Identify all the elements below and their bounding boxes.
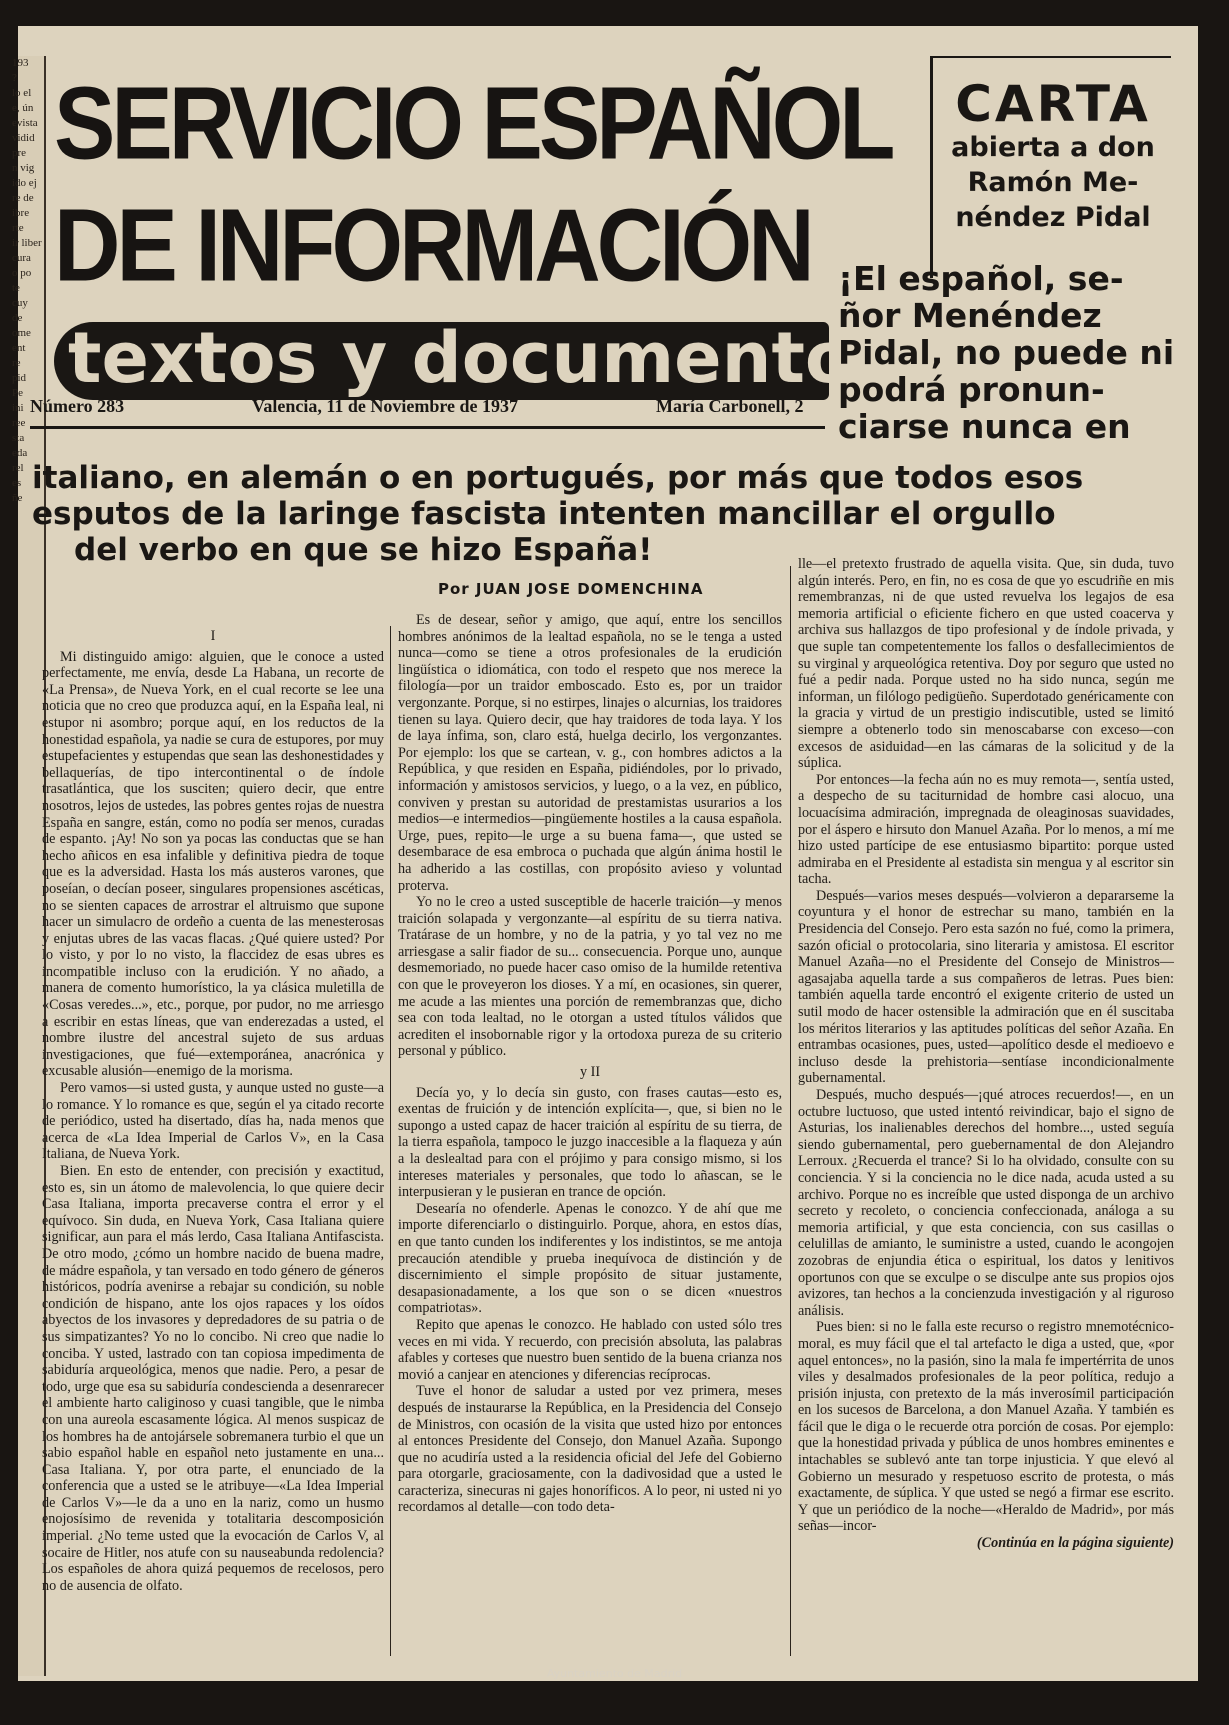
adjacent-page-fragment: ent <box>12 342 26 354</box>
adjacent-page-fragment: re <box>12 357 21 369</box>
adjacent-page-fragment: ome <box>12 327 31 339</box>
adjacent-page-fragment: ibre <box>12 207 30 219</box>
adjacent-page-fragment: lo el <box>12 87 32 99</box>
masthead-line-3: textos y documentos <box>68 317 895 399</box>
adjacent-page-fragment: es <box>12 477 22 489</box>
carta-subtitle: abierta a don Ramón Me-néndez Pidal <box>951 132 1155 233</box>
paragraph: Bien. En esto de entender, con precisión y exactitud, esto es, sin un átomo de malevolencia, lo que quiere decir Casa Italiana, importa precaverse contra el error y el equívoco. Sin duda, en Nueva York, Casa Italiana quiere significar, aun para el más lerdo, Casa Italiana Antifascista. De otro modo, ¿cómo un hombre nacido de buena madre, de mádre española, y tan versado en todo género de géneros históricos, podría avenirse a rebajar su condición, su noble condición de hispano, ante los ojos rapaces y los oídos abyectos de los invasores y depredadores de su patria o de sus simpatizantes? Yo no lo concibo. Ni creo que nadie lo conciba. Y usted, lastrado con tan copiosa impedimenta de sabiduría arqueológica, menos que nadie. Pero, a pesar de todo, urge que esa su sabiduría condescienda a desenrarecer el ambiente harto caliginoso y cuasi tangible, que le nimba con una aureola escasamente lógica. Al menos suspicaz de los hombres ha de antojársele sobremanera turbio el que un sabio español hable en español neto justamente en una... Casa Italiana. Y, por otra parte, el enunciado de la conferencia que a usted se le atribuye—«La Idea Imperial de Carlos V»—le da a uno en la nariz, como un husmo enojosísimo de revenida y totalitaria descomposición imperial. ¿No teme usted que la evocación de Carlos V, al socaire de Hitler, nos atufe con su nauseabunda redolencia? Los españoles de ahora quizá pequemos de recelosos, pero no de ausencia de olfato. <box>42 1163 384 1594</box>
masthead-band <box>54 317 895 400</box>
adjacent-page-fragment: Pe <box>12 387 23 399</box>
adjacent-page-fragment: vidid <box>12 132 35 144</box>
adjacent-page-fragment: ree <box>12 417 26 429</box>
byline: Por JUAN JOSE DOMENCHINA <box>438 580 704 598</box>
paragraph: Yo no le creo a usted susceptible de hacerle traición—y menos traición solapada y vergonzante—al espíritu de su tierra nativa. Tratárase de un hombre, y no de la patria, y yo tal vez no me arriesgase a salir fiador de su... consecuencia. Porque uno, aunque desmemoriado, no puede hacer caso omiso de la humilde retentiva con que le proveyeron los dioses. Y a mí, en ocasiones, sin querer, me acude a las mientes una porción de remembranzas que, dicho sea con toda lealtad, no le otorgan a usted títulos válidos que acrediten el insobornable rigor y la ortodoxa pureza de su criterio personal y público. <box>398 894 782 1060</box>
paragraph: Tuve el honor de saludar a usted por vez primera, meses después de instaurarse la República, en la Presidencia del Consejo de Ministros, con ocasión de la visita que usted hizo por entonces al entonces Presidente del Consejo, don Manuel Azaña. Supongo que no acudiría usted a la residencia oficial del Jefe del Gobierno para otorgarle, graciosamente, con la dadivosidad que a usted le caracteriza, sinecuras ni gajes honoríficos. A lo peor, ni usted ni yo recordamos al detalle—con todo deta- <box>398 1383 782 1516</box>
adjacent-page-fragment: cura <box>12 252 31 264</box>
section-heading: y II <box>579 1064 601 1081</box>
adjacent-page-fragment: te <box>12 282 20 294</box>
headline <box>32 460 1182 568</box>
article-column-1 <box>42 624 384 1664</box>
headline-right: ¡El español, se-ñor Menéndez Pidal, no puede ni podrá pronun-ciarse nunca en <box>838 259 1175 446</box>
adjacent-page-fragment: cuy <box>12 297 28 309</box>
paragraph: lle—el pretexto frustrado de aquella visita. Que, sin duda, tuvo algún interés. Pero, en fin, no es cosa de que yo escudriñe en mis remembranzas, ni de que usted revuelva los legajos de esa memoria artificial o eficiente fichero en que usted coacerva y archiva sus hallazgos de tipo profesional y de índole privada, y que suple tan competentemente los fallos o desfallecimientos de su virginal y arqueológica retentiva. Doy por seguro que usted no fué a pedir nada. Porque usted no ha sido nunca, según me informan, un filólogo pedigüeño. Superdotado genéricamente con la gracia y virtud de un prestigio indiscutible, usted se limitó siempre a obtenerlo todo sin menoscabarse con exceso—con excesos de asiduidad—en las cámaras de la solicitud y de la súplica. <box>798 556 1174 772</box>
adjacent-page-fragment: rte <box>12 222 24 234</box>
adjacent-page-fragment: n vig <box>12 162 35 174</box>
adjacent-page-fragment: o po <box>12 267 32 279</box>
article-column-3 <box>798 556 1174 1664</box>
adjacent-page-fragment: re de <box>12 192 34 204</box>
infobar-rule <box>30 426 825 429</box>
headline-line-2: esputos de la laringe fascista intenten mancillar el orgullo <box>32 496 1056 532</box>
adjacent-page-fragment: ñe <box>12 492 23 504</box>
article-column-2 <box>398 612 782 1664</box>
adjacent-page-fragment: rel <box>12 462 24 474</box>
adjacent-page-fragment: evista <box>12 117 38 129</box>
adjacent-page-fragment: ini <box>12 402 24 414</box>
paragraph: Después, mucho después—¡qué atroces recuerdos!—, en un octubre luctuoso, que usted intentó reivindicar, bajo el signo de Asturias, los inalienables derechos del hombre..., usted seguía siendo gubernamental, pero guebernamental de don Alejandro Lerroux. ¿Recuerda el trance? Si lo ha olvidado, consulte con su conciencia. Y si la conciencia no le dice nada, acuda usted a su archivo. Porque no es increíble que usted disponga de un archivo secreto y recoleto, o conciencia confeccionada, análoga a su memoria artificial, y que esta conciencia, con sus casillas o celulillas de amianto, le suministre a usted, cuando le acongojen zozobras de enjundia ética o espiritual, los datos y lenitivos oportunos con que se exculpe o se disculpe ante sus propios ojos avizores, tan hechos a la concienzuda investigación y al riguroso análisis. <box>798 1087 1174 1319</box>
adjacent-page-fragment: de <box>12 312 23 324</box>
headline-line-1: italiano, en alemán o en portugués, por más que todos esos <box>32 460 1084 496</box>
paragraph: Decía yo, y lo decía sin gusto, con frases cautas—esto es, exentas de fruición y de intención explícita—, que, si bien no le supongo a usted capaz de hacer traición al espíritu de su tierra, de la tierra española, tampoco le juzgo inaccesible a la flaqueza y aún a la deslealtad para con el prójimo y para consigo mismo, si los intereses materiales y personales, que todo lo añascan, se le interpusieran y le pusieran en trance de opción. <box>398 1084 782 1201</box>
masthead-line-2: DE INFORMACIÓN <box>54 188 811 304</box>
adjacent-page-fragment: ? <box>12 72 17 84</box>
paragraph: Desearía no ofenderle. Apenas le conozco. Y de ahí que me importe diferenciarlo o distinguirlo. Porque, ahora, en estos días, en que tanto cunden los indiferentes y los indistintos, se me antoja precaución atendible y prueba inequívoca de distinción y de discernimiento el simple propósito de situar justamente, desapasionadamente, a los que son o se dicen «nuestros compatriotas». <box>398 1200 782 1317</box>
adjacent-page-fragment: eda <box>12 447 28 459</box>
column-divider <box>790 566 791 1656</box>
continued-note: (Continúa en la página siguiente) <box>976 1535 1174 1552</box>
paragraph: Pues bien: si no le falla este recurso o registro mnemotécnico-moral, es muy fácil que el tal artefacto le diga a usted, que, «por aquel entonces», no la pasión, sino la mala fe impertérrita de unos viles y desalmados profesionales de la peor política, redujo a prisión injusta, con pretexto de la más inverosímil participación en los sucesos de Barcelona, a don Manuel Azaña. Y también es fácil que le diga o le recuerde otra porción de cosas. Por ejemplo: que la honestidad privada y pública de unos hombres eminentes e intachables se sublevó ante tan torpe injusticia. Y que elevó al Gobierno un mesurado y respetuoso escrito de protesta, o más exactamente, de súplica. Y que usted se negó a firmar ese escrito. Y que un periódico de la noche—«Heraldo de Madrid», por más señas—incor- <box>798 1319 1174 1535</box>
paragraph: Pero vamos—si usted gusta, y aunque usted no guste—a lo romance. Y lo romance es que, según el ya citado recorte de periódico, usted ha disertado, días ha, nada menos que acerca de «La Idea Imperial de Carlos V», en la Casa Italiana, de Nueva York. <box>42 1080 384 1163</box>
adjacent-page-fragment: e, ún <box>12 102 34 114</box>
paragraph: Es de desear, señor y amigo, que aquí, entre los sencillos hombres anónimos de la lealtad española, no se le tenga a usted nunca—como se tiene a otros profesionales de la erudición lingüística o idiomática, con todo el respeto que nos merece la filología—por un traidor emboscado. Esto es, por un traidor vergonzante. Porque, si no estirpes, linajes o alcurnias, los traidores tienen su laya. Quiero decir, que hay traidores de toda laya. Y los de laya ínfima, son, claro está, huelga decirlo, los vergonzantes. Por ejemplo: los que se cartean, v. g., con hombres adictos a la República, y que residen en España, pidiéndoles, por lo privado, información y amistosos servicios, y luego, o a la vez, en público, conviven y prestan su autoridad de prestamistas usurarios a los medios—e intermedios—pingüemente hostiles a la causa española. Urge, pues, repito—le urge a su buena fama—, que usted se desembarace de esa embroca o puchada que algún ánima hostil le ha adherido a las costillas, con propósito avieso y voluntad proterva. <box>398 612 782 894</box>
carta-title: CARTA <box>955 75 1151 133</box>
paragraph: Mi distinguido amigo: alguien, que le conoce a usted perfectamente, me envía, desde La Habana, un recorte de «La Prensa», de Nueva York, en el cual recorte se lee una noticia que no creo que produzca aquí, en la España leal, ni estupor ni asombro; porque aquí, en los reductos de la honestidad española, ya nadie se cura de estupores, por muy estupefacientes y estupendas que sean las deshonestidades y bellaquerías, de tipo intercontinental o de índole trasatlántica, que los susciten; quiero decir, que entre nosotros, lejos de ustedes, las pobres gentes rojas de nuestra España en sangre, están, como no podía ser menos, curadas de espanto. ¡Ay! No son ya pocas las conductas que se han hecho añicos en esa infalible y definitiva piedra de toque que es la adversidad. Hasta los más austeros varones, que poseían, o decían poseer, singulares propensiones ascéticas, no se sienten capaces de arrostrar el altruismo que supone hacer un simulacro de ordeño a cuenta de las menesterosas y enjutas ubres de las vacas flacas. ¿Qué quiere usted? Por lo visto, y por lo no visto, la flaccidez de esas ubres es incompatible incluso con la erudición. Y no añado, a manera de comento humorístico, la ya clásica muletilla de «Cosas veredes...», etc., porque, por pudor, no me arriesgo a escribir en estas líneas, que van enderezadas a usted, el nombre ilustre del ancestral sujeto de sus arduas investigaciones, que fué—extemporánea, anacrónica y excusable alusión—enemigo de la morisma. <box>42 648 384 1080</box>
paragraph: Por entonces—la fecha aún no es muy remota—, sentía usted, a despecho de su taciturnidad de hombre casi alocuo, una locuacísima admiración, impregnada de oleaginosas suavidades, por el áspero e hirsuto don Manuel Azaña. Por lo menos, a mí me hizo usted partícipe de ese entusiasmo bipartito: porque usted admiraba en el Presidente al estadista sin mengua y al escritor sin tacha. <box>798 771 1174 888</box>
masthead-line-1: SERVICIO ESPAÑOL <box>54 66 892 182</box>
adjacent-page-fragment: 193 <box>12 57 29 69</box>
footer-credit: Ayuntamiento de Madrid <box>546 1667 683 1680</box>
issue-address: María Carbonell, 2 <box>656 396 804 416</box>
paragraph: Después—varios meses después—volvieron a depararseme la coyuntura y el honor de estrechar su mano, también en la Presidencia del Consejo. Pero esta sazón no fué, como la primera, sazón oficial o protocolaria, sino literaria y amistosa. El escritor Manuel Azaña—no el Presidente del Consejo de Ministros—agasajaba aquella tarde a sus compañeros de letras. Pues bien: también aquella tarde encontró el exigente criterio de usted un sutil modo de hacer ostensible la admiración que en él suscitaba los méritos literarios y las aptitudes políticas del señor Azaña. En entrambas ocasiones, pues, usted—apolítico desde el medioevo e incluso desde la prehistoria—sentíase incondicionalmente gubernamental. <box>798 887 1174 1087</box>
issue-info-bar <box>30 396 825 426</box>
issue-date: Valencia, 11 de Noviembre de 1937 <box>252 396 518 416</box>
adjacent-page-fragment: pre <box>12 147 27 159</box>
issue-number: Número 283 <box>30 396 125 416</box>
section-heading: I <box>210 628 216 644</box>
adjacent-page-fragment: ido ej <box>12 177 37 189</box>
paragraph: Repito que apenas le conozco. He hablado con usted sólo tres veces en mi vida. Y recuerdo, con precisión absoluta, las palabras afables y corteses que nuestro buen sentido de la buena crianza nos movió a canjear en atenciones y diferencias recíprocas. <box>398 1316 782 1383</box>
adjacent-page-fragment: pid <box>12 372 27 384</box>
column-divider <box>390 626 391 1656</box>
adjacent-page-fragment: ir liber <box>12 237 42 249</box>
newspaper-page <box>12 26 1198 1681</box>
adjacent-page-fragment: sta <box>12 432 25 444</box>
headline-line-3: del verbo en que se hizo España! <box>74 532 653 568</box>
